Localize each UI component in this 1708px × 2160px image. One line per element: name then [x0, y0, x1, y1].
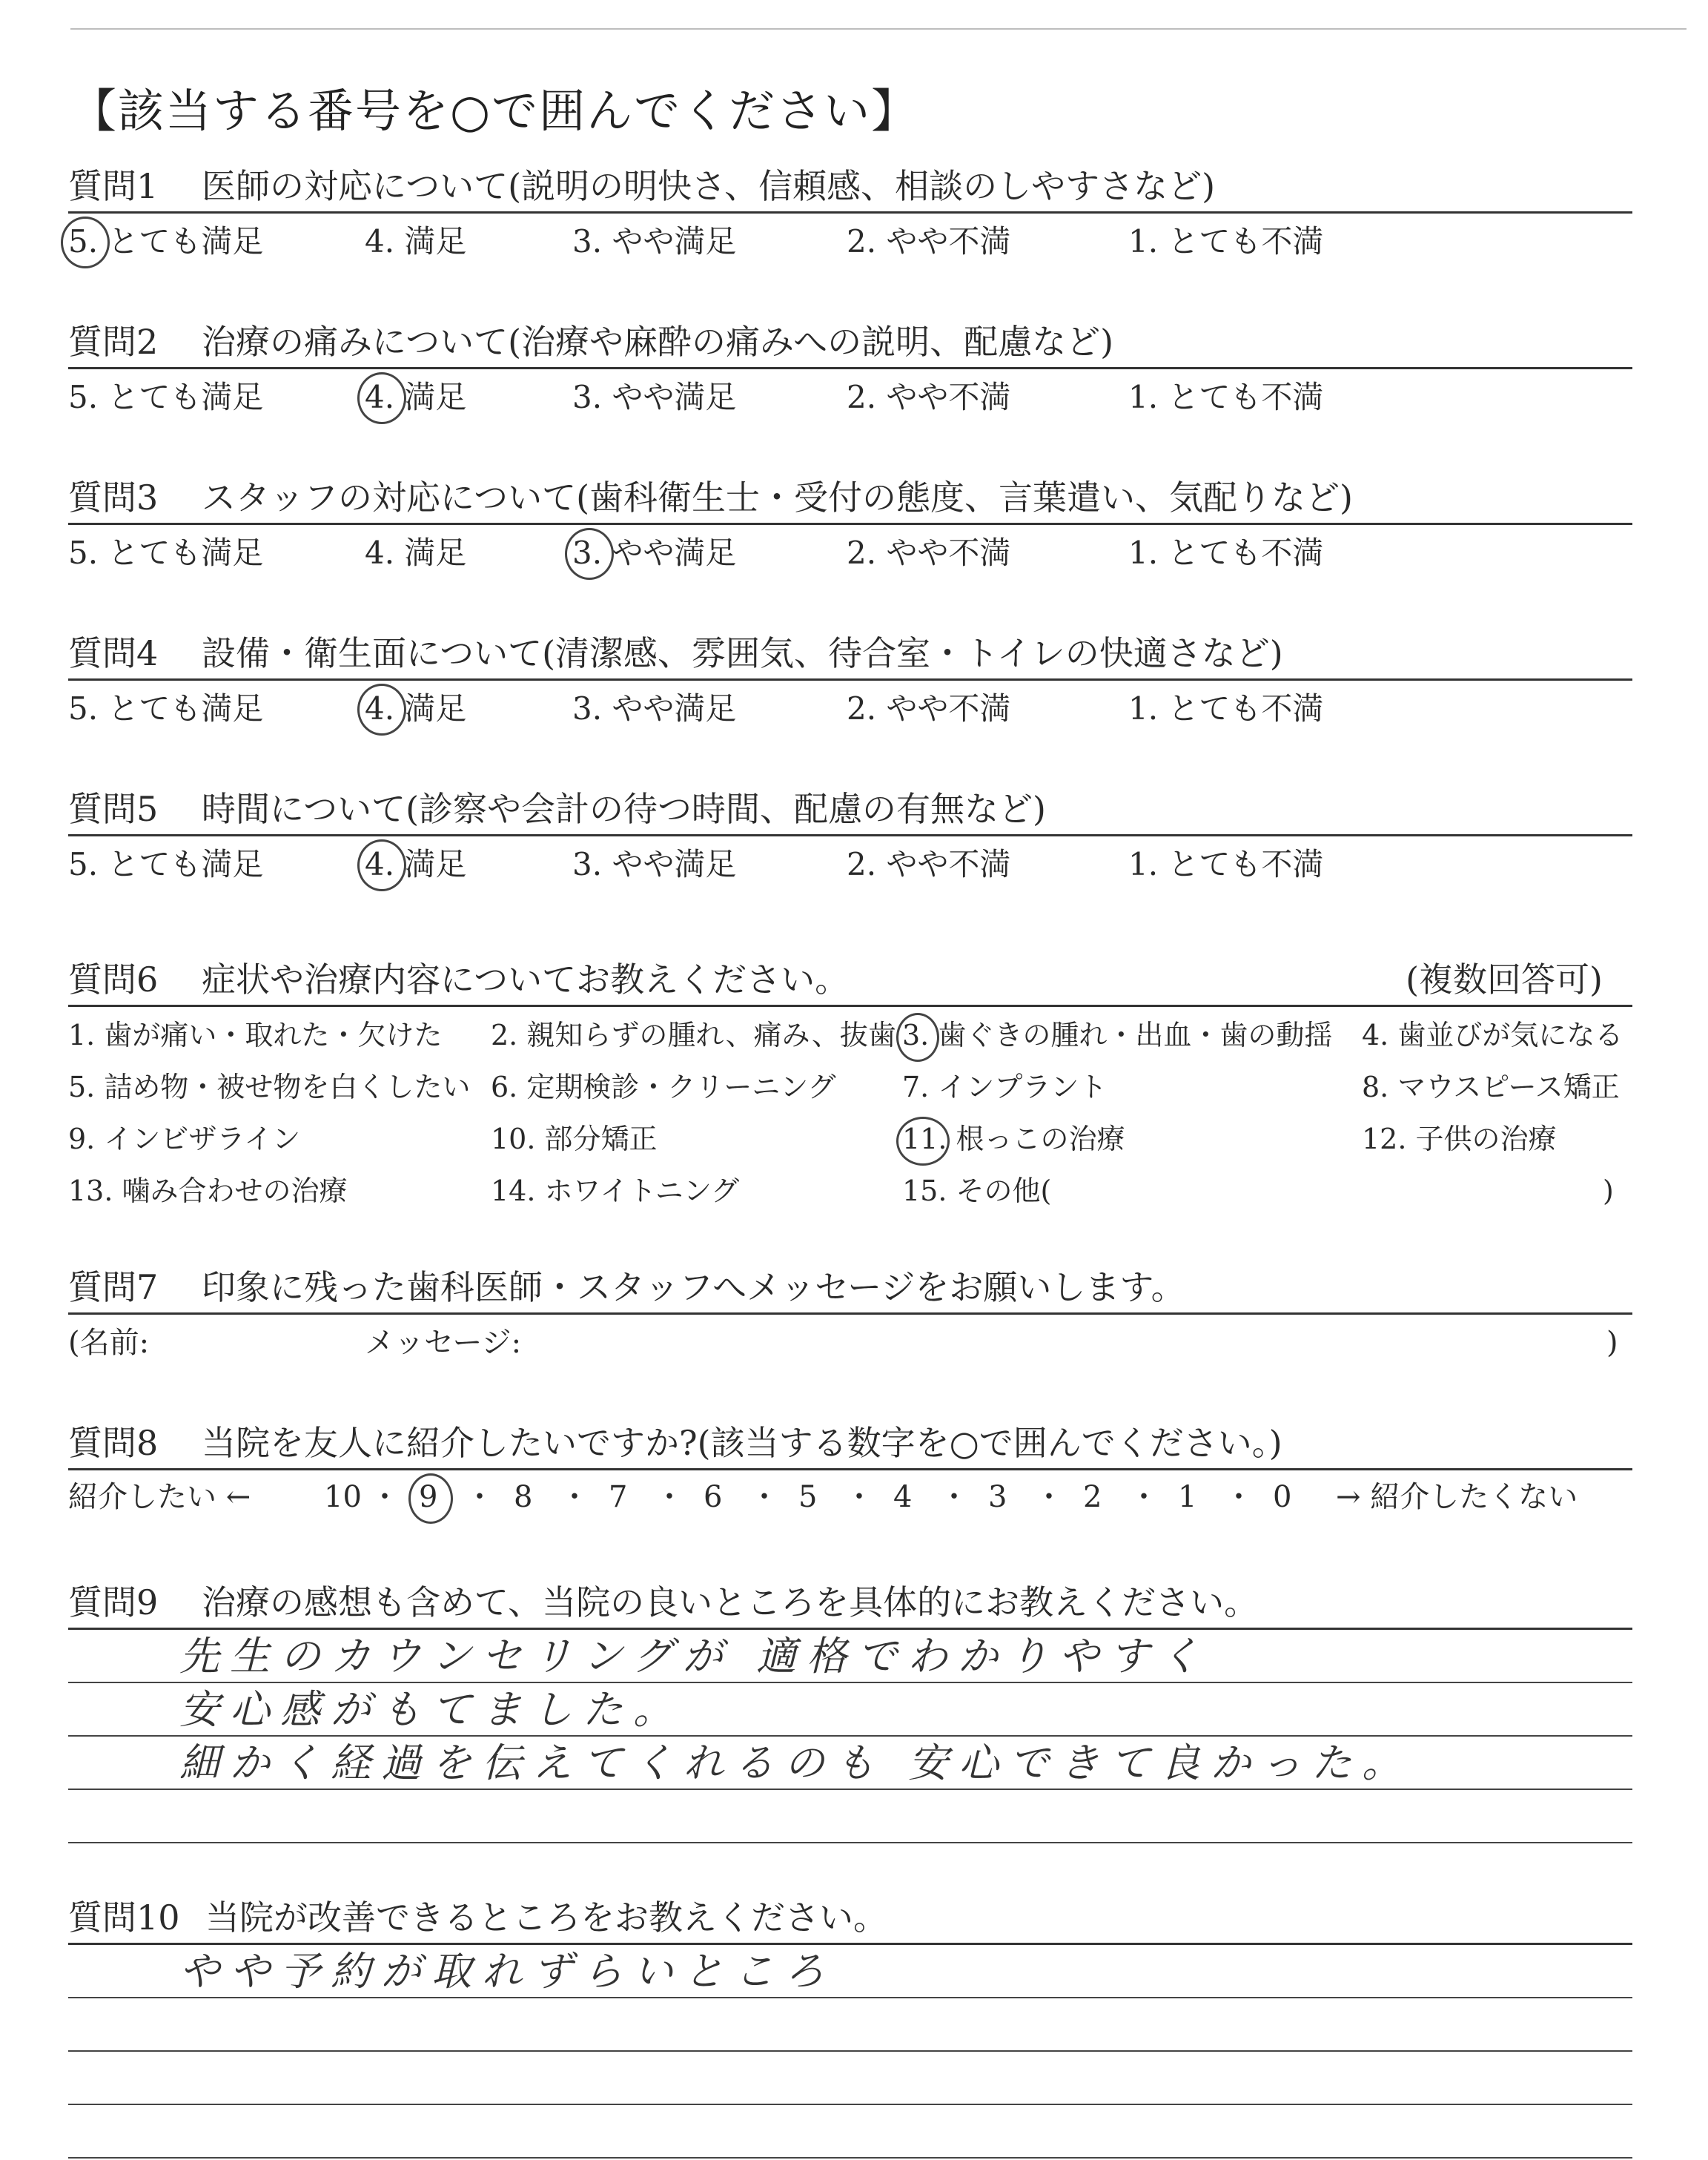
rating-option[interactable]: 2. やや不満 — [847, 379, 1011, 415]
handwritten-answer: 先生のカウンセリングが 適格でわかりやすく — [179, 1633, 1211, 1680]
answer-line[interactable] — [68, 1683, 1632, 1737]
page-title: 【該当する番号を○で囲んでください】 — [70, 84, 919, 138]
symptom-option[interactable]: 13. 噛み合わせの治療 — [68, 1175, 348, 1207]
scale-value[interactable]: 2 — [1083, 1480, 1102, 1514]
question-number: 質問4 — [68, 633, 159, 673]
question-1 — [68, 159, 1632, 265]
question-number: 質問10 — [68, 1898, 180, 1938]
rating-option[interactable]: 1. とても不満 — [1128, 535, 1324, 571]
question-text: スタッフの対応について(歯科衛生士・受付の態度、言葉遣い、気配りなど) — [202, 478, 1353, 518]
scale-separator: ・ — [1034, 1480, 1064, 1514]
answer-line[interactable] — [68, 2052, 1632, 2105]
scale-value[interactable]: 1 — [1178, 1480, 1197, 1514]
symptom-option[interactable]: 14. ホワイトニング — [491, 1175, 740, 1207]
question-text: 症状や治療内容についてお教えください。 — [202, 960, 850, 1000]
scale-value[interactable]: 6 — [704, 1480, 723, 1514]
symptom-option[interactable]: 12. 子供の治療 — [1362, 1123, 1557, 1155]
symptom-option[interactable]: 4. 歯並びが気になる — [1362, 1019, 1623, 1051]
scale-value[interactable]: 3 — [988, 1480, 1007, 1514]
selection-circle — [357, 372, 406, 424]
question-text: 当院が改善できるところをお教えください。 — [205, 1898, 887, 1938]
rating-option[interactable]: 5. とても満足 — [68, 690, 264, 727]
scale-value[interactable]: 8 — [514, 1480, 533, 1514]
scale-separator: ・ — [1224, 1480, 1254, 1514]
scale-separator: ・ — [465, 1480, 494, 1514]
scale-separator: ・ — [939, 1480, 969, 1514]
rating-option[interactable]: 3. やや満足 — [572, 846, 737, 882]
scale-separator: ・ — [370, 1480, 400, 1514]
question-4 — [68, 627, 1632, 733]
answer-line[interactable] — [68, 2105, 1632, 2159]
answer-area[interactable] — [68, 1945, 1632, 2159]
symptom-option[interactable]: 6. 定期検診・クリーニング — [491, 1071, 836, 1103]
question-text: 医師の対応について(説明の明快さ、信頼感、相談のしやすさなど) — [202, 166, 1216, 206]
question-10 — [68, 1891, 1632, 2159]
rating-options — [68, 681, 1632, 733]
rating-option[interactable]: 1. とても不満 — [1128, 690, 1324, 727]
recommend-scale — [68, 1470, 1632, 1522]
symptom-option[interactable]: 2. 親知らずの腫れ、痛み、抜歯 — [491, 1019, 896, 1051]
question-5 — [68, 782, 1632, 888]
symptom-option[interactable]: 9. インビザライン — [68, 1123, 301, 1155]
question-number: 質問3 — [68, 478, 159, 518]
answer-area[interactable] — [68, 1630, 1632, 1843]
handwritten-answer: 細かく経過を伝えてくれるのも 安心できて良かった。 — [179, 1740, 1413, 1786]
question-header — [68, 782, 1632, 836]
message-field-label[interactable]: メッセージ: — [365, 1326, 522, 1360]
scale-value[interactable]: 0 — [1273, 1480, 1292, 1514]
scale-value[interactable]: 5 — [798, 1480, 818, 1514]
rating-option[interactable]: 5. とても満足 — [68, 846, 264, 882]
top-rule — [70, 28, 1687, 30]
question-6 — [68, 953, 1632, 1229]
rating-option[interactable]: 1. とても不満 — [1128, 223, 1324, 260]
question-header — [68, 1891, 1632, 1945]
symptom-options-grid — [68, 1007, 1632, 1229]
rating-options — [68, 525, 1632, 577]
symptom-option[interactable]: 8. マウスピース矯正 — [1362, 1071, 1620, 1103]
scale-value[interactable]: 7 — [609, 1480, 628, 1514]
question-3 — [68, 471, 1632, 577]
question-number: 質問1 — [68, 166, 159, 206]
question-header — [68, 315, 1632, 369]
rating-option[interactable]: 1. とても不満 — [1128, 846, 1324, 882]
question-text: 当院を友人に紹介したいですか?(該当する数字を○で囲んでください。) — [202, 1423, 1282, 1463]
rating-option[interactable]: 2. やや不満 — [847, 846, 1011, 882]
question-header — [68, 471, 1632, 525]
question-header — [68, 1416, 1632, 1470]
rating-option[interactable]: 2. やや不満 — [847, 223, 1011, 260]
scale-separator: ・ — [655, 1480, 684, 1514]
question-2 — [68, 315, 1632, 421]
symptom-option[interactable]: 15. その他( — [902, 1175, 1052, 1207]
question-9 — [68, 1576, 1632, 1843]
rating-option[interactable]: 3. やや満足 — [572, 379, 737, 415]
rating-option[interactable]: 4. 満足 — [365, 690, 467, 727]
handwritten-answer: 安心感がもてました。 — [179, 1686, 683, 1733]
question-number: 質問5 — [68, 789, 159, 829]
rating-options — [68, 836, 1632, 888]
message-row — [68, 1315, 1632, 1367]
question-header — [68, 1576, 1632, 1630]
symptom-option[interactable]: 7. インプラント — [902, 1071, 1108, 1103]
scale-separator: ・ — [749, 1480, 779, 1514]
question-header — [68, 627, 1632, 681]
symptom-option[interactable]: 11. 根っこの治療 — [902, 1123, 1125, 1155]
question-text: 治療の痛みについて(治療や麻酔の痛みへの説明、配慮など) — [202, 322, 1114, 362]
question-header — [68, 159, 1632, 214]
question-text: 時間について(診察や会計の待つ時間、配慮の有無など) — [202, 789, 1046, 829]
answer-line[interactable] — [68, 1737, 1632, 1790]
selection-circle — [357, 839, 406, 891]
answer-line[interactable] — [68, 1630, 1632, 1683]
rating-option[interactable]: 3. やや満足 — [572, 535, 737, 571]
question-text: 印象に残った歯科医師・スタッフへメッセージをお願いします。 — [202, 1267, 1185, 1307]
question-header — [68, 1261, 1632, 1315]
rating-option[interactable]: 3. やや満足 — [572, 690, 737, 727]
selection-circle — [565, 528, 614, 580]
question-header — [68, 953, 1632, 1007]
name-field-label[interactable]: (名前: — [68, 1326, 150, 1360]
scale-separator: ・ — [1129, 1480, 1159, 1514]
selection-circle — [408, 1473, 453, 1524]
other-close-paren: ) — [1603, 1175, 1614, 1207]
selection-circle — [896, 1013, 939, 1062]
selection-circle — [357, 684, 406, 736]
close-paren: ) — [1606, 1326, 1618, 1360]
scale-separator: ・ — [844, 1480, 874, 1514]
answer-line[interactable] — [68, 1790, 1632, 1843]
rating-option[interactable]: 4. 満足 — [365, 846, 467, 882]
question-8 — [68, 1416, 1632, 1522]
symptom-option[interactable]: 10. 部分矯正 — [491, 1123, 658, 1155]
rating-options — [68, 369, 1632, 421]
symptom-option[interactable]: 5. 詰め物・被せ物を白くしたい — [68, 1071, 471, 1103]
scale-value[interactable]: 10 — [324, 1480, 362, 1514]
question-number: 質問9 — [68, 1582, 159, 1622]
question-number: 質問8 — [68, 1423, 159, 1463]
scale-left-label: 紹介したい ← — [68, 1480, 251, 1514]
rating-option[interactable]: 2. やや不満 — [847, 690, 1011, 727]
scale-right-label: → 紹介したくない — [1336, 1480, 1578, 1514]
selection-circle — [61, 217, 110, 268]
rating-option[interactable]: 3. やや満足 — [572, 223, 737, 260]
rating-option[interactable]: 2. やや不満 — [847, 535, 1011, 571]
question-text: 治療の感想も含めて、当院の良いところを具体的にお教えください。 — [202, 1582, 1259, 1622]
rating-options — [68, 214, 1632, 265]
question-number: 質問6 — [68, 960, 159, 1000]
rating-option[interactable]: 1. とても不満 — [1128, 379, 1324, 415]
rating-option[interactable]: 5. とても満足 — [68, 223, 264, 260]
question-number: 質問7 — [68, 1267, 159, 1307]
handwritten-answer: やや予約が取れずらいところ — [179, 1948, 835, 1995]
question-text: 設備・衛生面について(清潔感、雰囲気、待合室・トイレの快適さなど) — [202, 633, 1283, 673]
scale-value[interactable]: 9 — [419, 1480, 438, 1514]
answer-line[interactable] — [68, 1998, 1632, 2052]
multiple-answers-note: (複数回答可) — [1406, 960, 1603, 1000]
symptom-option[interactable]: 1. 歯が痛い・取れた・欠けた — [68, 1019, 443, 1051]
scale-value[interactable]: 4 — [893, 1480, 913, 1514]
rating-option[interactable]: 5. とても満足 — [68, 379, 264, 415]
answer-line[interactable] — [68, 1945, 1632, 1998]
rating-option[interactable]: 4. 満足 — [365, 379, 467, 415]
rating-option[interactable]: 5. とても満足 — [68, 535, 264, 571]
symptom-option[interactable]: 3. 歯ぐきの腫れ・出血・歯の動揺 — [902, 1019, 1333, 1051]
question-7 — [68, 1261, 1632, 1367]
question-number: 質問2 — [68, 322, 159, 362]
selection-circle — [896, 1117, 950, 1166]
rating-option[interactable]: 4. 満足 — [365, 535, 467, 571]
rating-option[interactable]: 4. 満足 — [365, 223, 467, 260]
scale-separator: ・ — [560, 1480, 589, 1514]
